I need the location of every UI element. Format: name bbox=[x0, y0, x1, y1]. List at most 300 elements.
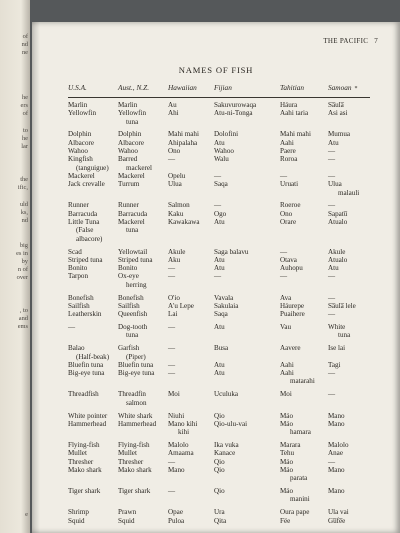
table-cell bbox=[68, 264, 87, 272]
page-gutter-shadow bbox=[32, 22, 40, 533]
column-header-aust-nz bbox=[118, 84, 149, 92]
cell-line: O'io bbox=[168, 293, 180, 302]
table-cell bbox=[328, 210, 347, 218]
cell-line: Jack crevalle bbox=[68, 180, 105, 189]
column-header-label: Hawaiian bbox=[168, 83, 197, 92]
cell-line: manini bbox=[290, 495, 310, 504]
cell-line: Aahi bbox=[280, 360, 294, 369]
facing-page-text-fragment: ne bbox=[21, 49, 28, 56]
table-cell bbox=[168, 344, 175, 352]
cell-line: White shark bbox=[118, 411, 153, 420]
cell-line: Queenfish bbox=[118, 310, 148, 319]
table-cell bbox=[214, 294, 233, 302]
table-cell bbox=[280, 294, 291, 302]
table-cell bbox=[118, 361, 153, 369]
cell-line: Qita bbox=[214, 516, 227, 525]
table-cell bbox=[168, 441, 189, 449]
cell-line: Sailfish bbox=[118, 301, 140, 310]
cell-line: Turrum bbox=[118, 180, 140, 189]
table-cell bbox=[280, 390, 292, 398]
cell-line: herring bbox=[126, 280, 147, 289]
table-cell bbox=[280, 101, 297, 109]
cell-line: Albacore bbox=[118, 138, 144, 147]
cell-line: Háura bbox=[280, 101, 298, 109]
table-cell bbox=[328, 147, 335, 155]
cell-line: Lai bbox=[168, 310, 178, 319]
table-row bbox=[68, 139, 368, 147]
table-cell bbox=[168, 248, 185, 256]
table-cell bbox=[68, 147, 88, 155]
table-cell bbox=[168, 101, 177, 109]
table-cell bbox=[68, 218, 102, 243]
table-cell bbox=[328, 487, 345, 495]
table-cell bbox=[328, 264, 339, 272]
facing-page-text-fragment: by bbox=[21, 258, 28, 265]
table-cell bbox=[214, 344, 228, 352]
cell-line: (tanguigue) bbox=[76, 163, 109, 172]
cell-line: Qio bbox=[214, 411, 225, 420]
table-cell bbox=[280, 323, 291, 331]
cell-line: Leatherskin bbox=[68, 310, 102, 319]
table-cell bbox=[214, 155, 229, 163]
cell-line: Sakuvurowaqa bbox=[214, 101, 257, 109]
facing-page-text-fragment: ers bbox=[20, 102, 28, 109]
table-cell bbox=[280, 256, 297, 264]
table-cell bbox=[68, 361, 103, 369]
cell-line: Thresher bbox=[118, 457, 144, 466]
table-cell bbox=[214, 201, 221, 209]
cell-line: Qio-ulu-vai bbox=[214, 419, 248, 428]
table-row bbox=[68, 218, 368, 243]
table-cell bbox=[118, 323, 147, 340]
cell-line: Mullet bbox=[118, 449, 137, 458]
book-page bbox=[32, 22, 400, 533]
table-cell bbox=[118, 201, 139, 209]
table-row bbox=[68, 420, 368, 437]
cell-line: Garfish bbox=[118, 344, 140, 353]
cell-line: Bluefin tuna bbox=[118, 360, 154, 369]
cell-line: Mano bbox=[328, 487, 345, 496]
table-cell bbox=[118, 248, 147, 256]
table-cell bbox=[168, 218, 200, 226]
cell-line: — bbox=[328, 457, 336, 466]
column-header-label: U.S.A. bbox=[68, 83, 87, 92]
cell-line: Mackerel bbox=[118, 218, 145, 227]
table-row bbox=[68, 344, 368, 361]
column-header-label: Fijian bbox=[214, 83, 232, 92]
table-cell bbox=[118, 344, 146, 361]
cell-line: Dolofini bbox=[214, 130, 239, 139]
cell-line: Bonito bbox=[118, 264, 138, 273]
table-cell bbox=[214, 487, 225, 495]
cell-line: Sa̅ula̅ lele bbox=[328, 301, 356, 310]
table-row bbox=[68, 272, 368, 289]
table-cell bbox=[168, 517, 184, 525]
table-row bbox=[68, 264, 368, 272]
table-row bbox=[68, 155, 368, 172]
cell-line: Atu bbox=[214, 323, 225, 332]
cell-line: Albacore bbox=[68, 138, 94, 147]
cell-line: Mahi mahi bbox=[280, 130, 311, 139]
facing-page-edge bbox=[0, 0, 30, 533]
cell-line: Shrimp bbox=[68, 508, 89, 517]
cell-line: Threadfish bbox=[68, 390, 99, 399]
table-row bbox=[68, 201, 368, 209]
table-cell bbox=[118, 517, 135, 525]
cell-line: Roroa bbox=[280, 155, 298, 164]
table-body bbox=[68, 101, 368, 525]
cell-line: Máo bbox=[280, 487, 294, 496]
table-cell bbox=[328, 180, 359, 197]
cell-line: Atu bbox=[214, 369, 225, 378]
table-cell bbox=[68, 139, 94, 147]
table-cell bbox=[214, 458, 225, 466]
cell-line: — bbox=[280, 272, 288, 281]
cell-line: Tehu bbox=[280, 449, 295, 458]
table-cell bbox=[328, 458, 335, 466]
cell-line: Mano bbox=[328, 411, 345, 420]
table-row bbox=[68, 449, 368, 457]
table-cell bbox=[68, 101, 87, 109]
table-cell bbox=[168, 139, 197, 147]
cell-line: hamara bbox=[290, 428, 311, 437]
table-cell bbox=[118, 218, 145, 235]
table-cell bbox=[168, 180, 182, 188]
table-cell bbox=[118, 390, 147, 407]
table-cell bbox=[68, 508, 89, 516]
cell-line: Walu bbox=[214, 155, 229, 164]
table-cell bbox=[68, 130, 91, 138]
table-cell bbox=[280, 344, 300, 352]
table-cell bbox=[68, 172, 95, 180]
table-cell bbox=[280, 180, 298, 188]
table-cell bbox=[214, 466, 225, 474]
table-cell bbox=[68, 310, 101, 318]
table-cell bbox=[168, 155, 175, 163]
column-header-fijian bbox=[214, 84, 232, 92]
cell-line: Mumua bbox=[328, 130, 351, 139]
cell-line: Mano kihi bbox=[168, 419, 198, 428]
cell-line: Barred bbox=[118, 155, 138, 164]
cell-line: Atu bbox=[214, 264, 225, 273]
table-cell bbox=[214, 218, 225, 226]
column-header-samoan bbox=[328, 84, 358, 93]
cell-line: Saga balavu bbox=[214, 247, 249, 256]
cell-line: Roeroe bbox=[280, 201, 301, 210]
table-cell bbox=[328, 361, 341, 369]
table-cell bbox=[328, 139, 339, 147]
cell-line: Aku bbox=[168, 255, 181, 264]
table-cell bbox=[118, 466, 152, 474]
cell-line: Máo bbox=[280, 457, 294, 466]
cell-line: Qio bbox=[214, 457, 225, 466]
cell-line: — bbox=[328, 293, 336, 302]
cell-line: Ogo bbox=[214, 209, 227, 218]
table-cell bbox=[68, 323, 75, 331]
cell-line: White pointer bbox=[68, 411, 108, 420]
cell-line: Atualo bbox=[328, 255, 348, 264]
cell-line: Striped tuna bbox=[68, 255, 103, 264]
cell-line: Yellowfin bbox=[68, 109, 97, 118]
table-cell bbox=[118, 449, 137, 457]
table-cell bbox=[118, 420, 156, 428]
cell-line: — bbox=[280, 171, 288, 180]
column-header-label: Tahitian bbox=[280, 83, 305, 92]
table-cell bbox=[168, 449, 194, 457]
table-cell bbox=[280, 310, 305, 318]
table-row bbox=[68, 323, 368, 340]
cell-line: Aahi bbox=[280, 369, 294, 378]
table-cell bbox=[214, 139, 225, 147]
table-cell bbox=[214, 130, 238, 138]
table-cell bbox=[118, 172, 145, 180]
cell-line: — bbox=[328, 310, 336, 319]
facing-page-text-fragment: to bbox=[23, 127, 28, 134]
table-cell bbox=[168, 390, 180, 398]
table-cell bbox=[118, 369, 154, 377]
table-cell bbox=[118, 256, 152, 264]
table-row bbox=[68, 172, 368, 180]
cell-line: Balao bbox=[68, 344, 85, 353]
cell-line: kihi bbox=[178, 428, 190, 437]
table-cell bbox=[214, 420, 247, 428]
cell-line: Big-eye tuna bbox=[68, 369, 105, 378]
table-row bbox=[68, 210, 368, 218]
cell-line: Little Tuna bbox=[68, 218, 100, 227]
table-cell bbox=[68, 272, 88, 280]
table-cell bbox=[280, 201, 301, 209]
table-cell bbox=[118, 147, 138, 155]
table-cell bbox=[328, 248, 345, 256]
cell-line: Máo bbox=[280, 465, 294, 474]
table-cell bbox=[168, 323, 175, 331]
table-cell bbox=[214, 101, 256, 109]
facing-page-text-fragment: es in bbox=[16, 250, 28, 257]
cell-line: Ahipalaha bbox=[168, 138, 198, 147]
table-cell bbox=[280, 517, 290, 525]
facing-page-text-fragment: , to bbox=[19, 307, 28, 314]
cell-line: Auhopu bbox=[280, 264, 303, 273]
page-number: 7 bbox=[374, 37, 378, 45]
cell-line: Kingfish bbox=[68, 155, 93, 164]
table-cell bbox=[214, 323, 225, 331]
table-cell bbox=[280, 109, 308, 117]
cell-line: Dolphin bbox=[118, 130, 142, 139]
facing-page-text-fragment: n of bbox=[17, 266, 28, 273]
table-cell bbox=[118, 441, 150, 449]
cell-line: Opelu bbox=[168, 171, 186, 180]
cell-line: Atu bbox=[214, 218, 225, 227]
cell-line: Au bbox=[168, 101, 177, 109]
table-cell bbox=[328, 272, 335, 280]
table-cell bbox=[168, 256, 180, 264]
cell-line: Marara bbox=[280, 441, 301, 450]
cell-line: Wahoo bbox=[214, 147, 234, 156]
table-cell bbox=[68, 412, 107, 420]
cell-line: — bbox=[328, 201, 336, 210]
table-row bbox=[68, 458, 368, 466]
table-cell bbox=[214, 508, 225, 516]
cell-line: Otava bbox=[280, 255, 297, 264]
cell-line: Sapatu̅ bbox=[328, 209, 348, 218]
table-cell bbox=[328, 390, 335, 398]
cell-line: Mano bbox=[328, 419, 345, 428]
cell-line: Saqa bbox=[214, 310, 228, 319]
cell-line: tuna bbox=[126, 117, 139, 126]
table-cell bbox=[68, 441, 100, 449]
table-cell bbox=[214, 180, 228, 188]
table-cell bbox=[328, 412, 345, 420]
cell-line: Atualo bbox=[328, 218, 348, 227]
table-cell bbox=[328, 449, 343, 457]
cell-line: Squid bbox=[68, 516, 85, 525]
table-row bbox=[68, 466, 368, 483]
cell-line: Ava bbox=[280, 293, 292, 302]
cell-line: Ox-eye bbox=[118, 272, 139, 281]
cell-line: Dog-tooth bbox=[118, 323, 148, 332]
running-head-section: THE PACIFIC bbox=[323, 37, 369, 45]
table-cell bbox=[118, 302, 140, 310]
table-cell bbox=[168, 487, 175, 495]
cell-line: Ono bbox=[168, 147, 181, 156]
table-cell bbox=[68, 487, 100, 495]
table-cell bbox=[68, 294, 94, 302]
cell-line: Hammerhead bbox=[118, 419, 157, 428]
table-cell bbox=[280, 264, 303, 272]
cell-line: Bonito bbox=[68, 264, 88, 273]
cell-line: Mackerel bbox=[68, 171, 95, 180]
cell-line: — bbox=[168, 323, 176, 332]
cell-line: — bbox=[168, 264, 176, 273]
cell-line: Prawn bbox=[118, 508, 137, 517]
cell-line: Yellowtail bbox=[118, 247, 148, 256]
cell-line: — bbox=[168, 487, 176, 496]
cell-line: Sa̅ula̅ bbox=[328, 101, 344, 109]
cell-line: Niuhi bbox=[168, 411, 185, 420]
table-cell bbox=[280, 441, 300, 449]
table-cell bbox=[118, 101, 137, 109]
table-cell bbox=[68, 458, 93, 466]
column-header-label: Samoan bbox=[328, 83, 352, 92]
cell-line: Atu bbox=[214, 138, 225, 147]
table-cell bbox=[168, 210, 183, 218]
facing-page-text-fragment: the bbox=[20, 176, 28, 183]
cell-line: Mullet bbox=[68, 449, 87, 458]
table-cell bbox=[118, 109, 146, 126]
table-cell bbox=[214, 449, 235, 457]
table-cell bbox=[168, 130, 199, 138]
cell-line: — bbox=[214, 171, 222, 180]
table-cell bbox=[280, 449, 294, 457]
table-cell bbox=[168, 147, 180, 155]
table-row bbox=[68, 310, 368, 318]
table-cell bbox=[328, 218, 347, 226]
table-cell bbox=[168, 369, 175, 377]
table-cell bbox=[280, 155, 297, 163]
facing-page-text-fragment: big bbox=[19, 242, 28, 249]
cell-line: Barracuda bbox=[118, 209, 148, 218]
table-cell bbox=[168, 294, 180, 302]
table-cell bbox=[68, 109, 96, 117]
table-cell bbox=[118, 210, 147, 218]
table-cell bbox=[118, 294, 144, 302]
cell-line: Atu bbox=[328, 138, 339, 147]
cell-line: Akule bbox=[328, 247, 346, 256]
table-cell bbox=[328, 201, 335, 209]
table-cell bbox=[118, 310, 147, 318]
table-cell bbox=[214, 369, 225, 377]
cell-line: Puaihere bbox=[280, 310, 305, 319]
table-cell bbox=[328, 420, 345, 428]
cell-line: Salmon bbox=[168, 201, 190, 210]
cell-line: Barracuda bbox=[68, 209, 98, 218]
table-cell bbox=[68, 517, 85, 525]
table-cell bbox=[168, 310, 177, 318]
table-cell bbox=[68, 466, 102, 474]
table-cell bbox=[68, 302, 90, 310]
table-cell bbox=[168, 508, 183, 516]
facing-page-text-fragment: and bbox=[18, 315, 28, 322]
table-cell bbox=[328, 344, 345, 352]
table-cell bbox=[280, 139, 294, 147]
table-cell bbox=[328, 256, 347, 264]
cell-line: Atu bbox=[214, 255, 225, 264]
cell-line: Big-eye tuna bbox=[118, 369, 155, 378]
cell-line: Kanace bbox=[214, 449, 236, 458]
cell-line: — bbox=[328, 369, 336, 378]
cell-line: Moi bbox=[280, 390, 292, 399]
table-cell bbox=[118, 458, 143, 466]
table-cell bbox=[280, 487, 310, 504]
cell-line: Puloa bbox=[168, 516, 185, 525]
cell-line: Fëe bbox=[280, 516, 291, 525]
table-cell bbox=[118, 412, 152, 420]
cell-line: — bbox=[328, 171, 336, 180]
table-cell bbox=[214, 441, 239, 449]
table-cell bbox=[328, 302, 356, 310]
table-cell bbox=[118, 508, 136, 516]
table-row bbox=[68, 361, 368, 369]
table-cell bbox=[168, 264, 175, 272]
table-cell bbox=[68, 390, 99, 398]
cell-line: — bbox=[214, 272, 222, 281]
table-header bbox=[68, 84, 368, 97]
table-cell bbox=[214, 256, 225, 264]
cell-line: — bbox=[168, 344, 176, 353]
cell-line: Ahi bbox=[168, 109, 179, 118]
cell-line: Aahi taria bbox=[280, 109, 309, 118]
table-cell bbox=[328, 155, 335, 163]
table-cell bbox=[168, 172, 185, 180]
cell-line: Mano bbox=[328, 465, 345, 474]
table-cell bbox=[328, 310, 335, 318]
table-row bbox=[68, 109, 368, 126]
cell-line: — bbox=[328, 147, 336, 156]
cell-line: Ulua bbox=[168, 180, 182, 189]
cell-line: — bbox=[328, 272, 336, 281]
cell-line: mackerel bbox=[126, 163, 152, 172]
table-cell bbox=[168, 361, 175, 369]
table-row bbox=[68, 130, 368, 138]
table-cell bbox=[68, 201, 89, 209]
cell-line: Bonefish bbox=[118, 293, 144, 302]
table-cell bbox=[214, 248, 248, 256]
cell-line: Mahi mahi bbox=[168, 130, 199, 139]
table-cell bbox=[168, 458, 175, 466]
table-cell bbox=[328, 517, 345, 525]
cell-line: (False bbox=[76, 226, 94, 235]
table-cell bbox=[280, 218, 296, 226]
